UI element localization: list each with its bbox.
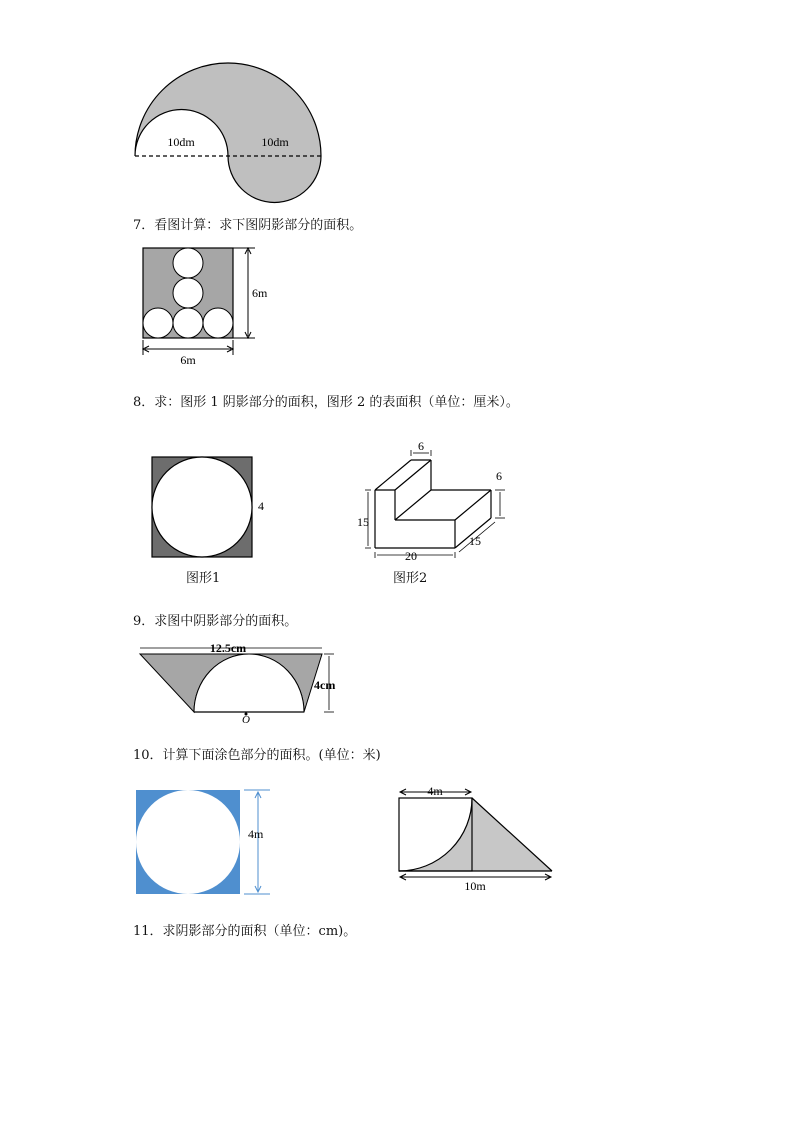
q9-center-label: O	[242, 714, 250, 725]
q8-fig2-depth-label: 15	[469, 534, 481, 548]
q10-fig2-bottom-label: 10m	[464, 879, 486, 893]
spiral-figure	[125, 60, 330, 210]
trapezoid-semicircle-figure	[132, 640, 347, 725]
q8-fig2-right-label: 6	[496, 469, 502, 483]
question-10-text: 10．计算下面涂色部分的面积。(单位：米)	[133, 748, 381, 763]
question-8-text: 8．求：图形 1 阴影部分的面积，图形 2 的表面积（单位：厘米）。	[133, 395, 519, 410]
q8-fig2-width-label: 20	[405, 549, 417, 563]
question-7-text: 7．看图计算：求下图阴影部分的面积。	[133, 218, 363, 233]
q8-fig2-caption: 图形2	[393, 571, 428, 586]
q10-fig1-side-label: 4m	[248, 827, 264, 841]
circle-in-blue-square-figure	[130, 784, 280, 899]
stepped-prism-figure-2	[355, 442, 515, 567]
question-9-text: 9．求图中阴影部分的面积。	[133, 614, 298, 629]
q8-fig2-top-label: 6	[418, 442, 424, 453]
square-quarter-circle-triangle-figure	[390, 782, 560, 897]
q10-fig2-top-label: 4m	[427, 784, 443, 798]
circles-in-square-figure	[135, 240, 280, 370]
q9-height-label: 4cm	[314, 678, 336, 692]
circle-in-square-figure-1	[145, 450, 275, 565]
spiral-label-right: 10dm	[261, 135, 289, 149]
q8-fig2-height-label: 15	[357, 515, 369, 529]
q7-height-label: 6m	[252, 286, 268, 300]
q7-width-label: 6m	[180, 353, 196, 367]
q8-fig1-side-label: 4	[258, 499, 264, 513]
q8-fig1-caption: 图形1	[186, 571, 221, 586]
spiral-label-left: 10dm	[167, 135, 195, 149]
q9-top-label: 12.5cm	[209, 641, 247, 655]
question-11-text: 11．求阴影部分的面积（单位：cm)。	[133, 924, 357, 939]
